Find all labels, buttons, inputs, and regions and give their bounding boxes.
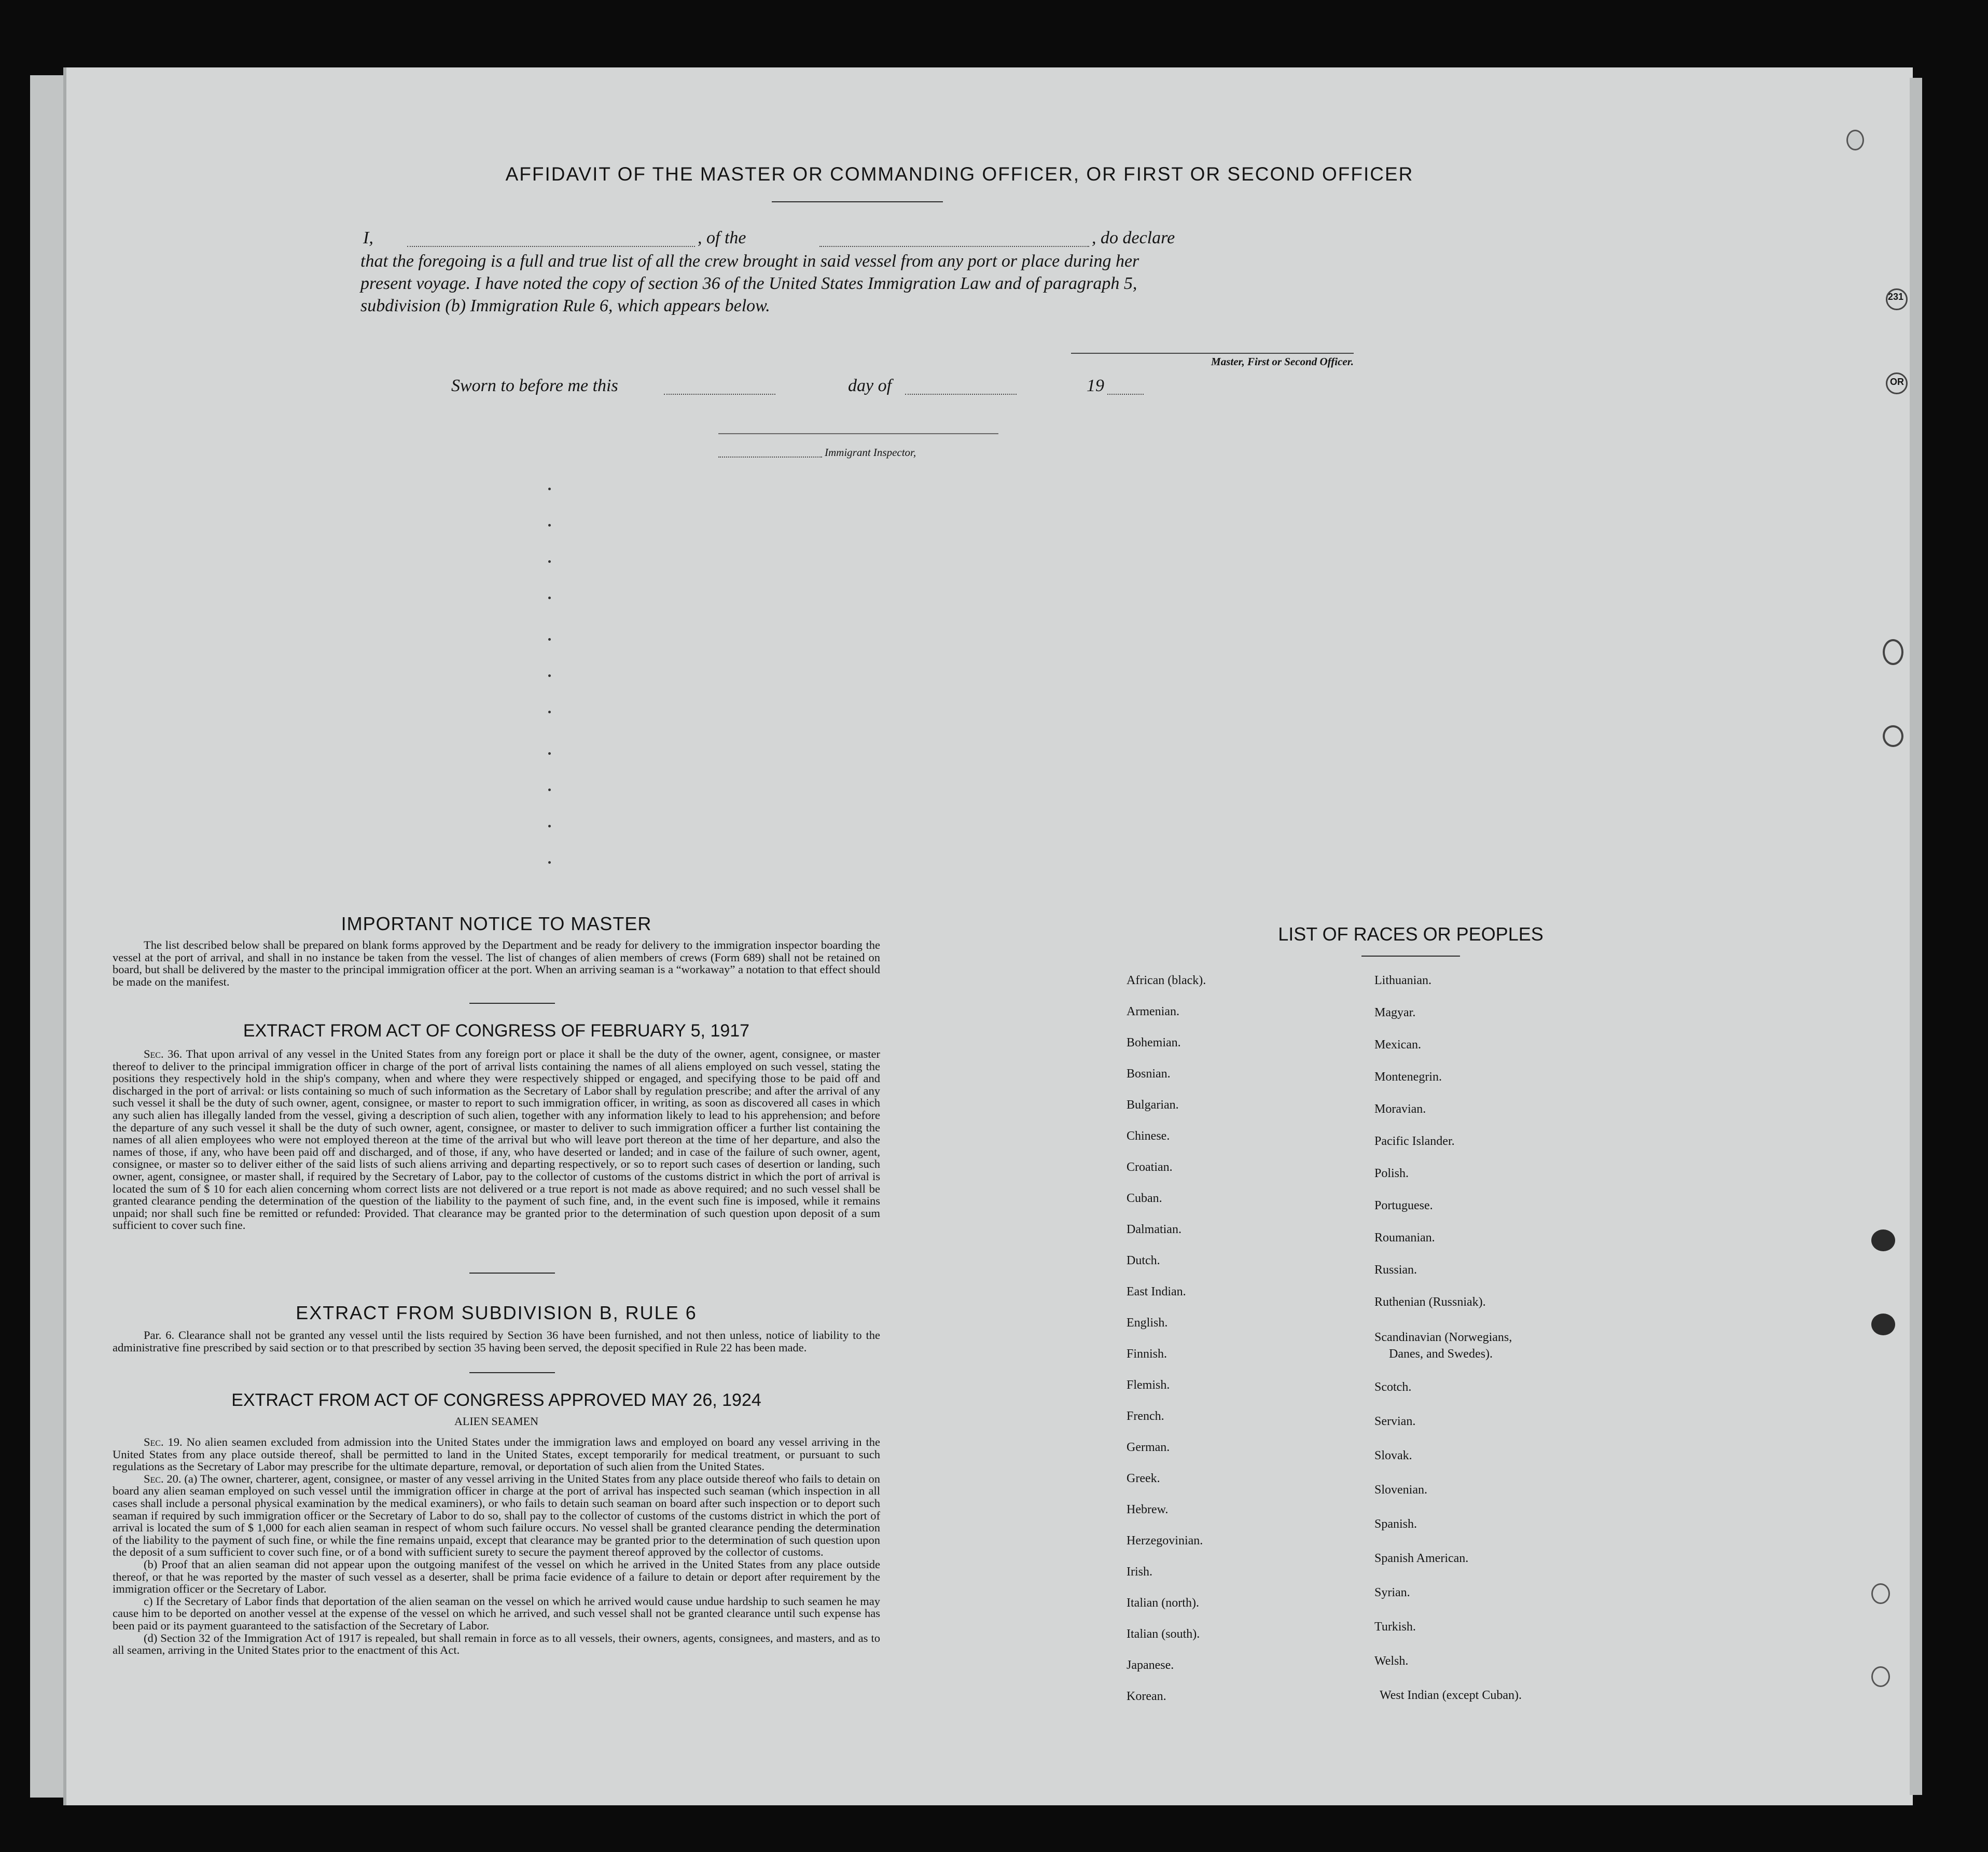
affidavit-line2: that the foregoing is a full and true list of all the crew brought in said vessel from any port or place during her (360, 252, 1139, 271)
race-item: Finnish. (1127, 1347, 1167, 1361)
race-item: French. (1127, 1409, 1164, 1423)
race-item: Pacific Islander. (1374, 1135, 1455, 1148)
notice-title: IMPORTANT NOTICE TO MASTER (341, 913, 652, 934)
affidavit-title: AFFIDAVIT OF THE MASTER OR COMMANDING OFFICER, OR FIRST OR SECOND OFFICER (505, 163, 1414, 185)
race-item: Chinese. (1127, 1129, 1170, 1143)
race-item: Servian. (1374, 1415, 1416, 1428)
inspector-caption: Immigrant Inspector, (825, 446, 916, 459)
race-item: Magyar. (1374, 1006, 1416, 1019)
sworn-line (451, 376, 1146, 399)
race-item: Bulgarian. (1127, 1098, 1179, 1112)
binder-hole (1871, 1314, 1895, 1335)
race-item: Polish. (1374, 1167, 1409, 1180)
race-item: Lithuanian. (1374, 974, 1431, 987)
race-item: Ruthenian (Russniak). (1374, 1295, 1486, 1309)
race-item: Russian. (1374, 1263, 1417, 1277)
race-item: Croatian. (1127, 1160, 1173, 1174)
affidavit-line3: present voyage. I have noted the copy of section 36 of the United States Immigration Law and of paragraph 5, (360, 274, 1137, 293)
race-item: Spanish American. (1374, 1552, 1469, 1565)
race-item: Spanish. (1374, 1517, 1417, 1531)
affidavit-line4: subdivision (b) Immigration Rule 6, which appears below. (360, 296, 770, 315)
margin-mark-or: OR (1890, 377, 1904, 387)
inspector-top-line (718, 433, 998, 434)
day-of-text: day of (848, 376, 892, 395)
affidavit-line1 (363, 228, 1354, 252)
extract-1917-title: EXTRACT FROM ACT OF CONGRESS OF FEBRUARY 5, 1917 (243, 1021, 750, 1041)
affidavit-declare: , do declare (1092, 228, 1175, 247)
binder-hole (1871, 1583, 1890, 1604)
race-item: African (black). (1127, 974, 1206, 987)
affidavit-i: I, (363, 228, 373, 247)
race-item: Herzegovinian. (1127, 1534, 1203, 1547)
race-item: German. (1127, 1441, 1170, 1454)
sworn-text: Sworn to before me this (451, 376, 618, 395)
race-item: Welsh. (1374, 1654, 1409, 1668)
alien-seamen-subtitle: ALIEN SEAMEN (454, 1415, 538, 1428)
race-item: Syrian. (1374, 1586, 1410, 1599)
race-item: Danes, and Swedes). (1389, 1347, 1493, 1361)
subdivision-b-text (113, 1329, 880, 1353)
inspector-signature-blank[interactable] (718, 457, 822, 458)
notice-rule (469, 1003, 555, 1004)
extract-1917-text (113, 1048, 880, 1232)
race-item: Armenian. (1127, 1005, 1179, 1018)
race-item: Italian (north). (1127, 1596, 1199, 1610)
par-6-label: Par. 6. (144, 1329, 175, 1342)
race-item: Mexican. (1374, 1038, 1421, 1052)
page-edge (1910, 78, 1922, 1795)
race-item: Greek. (1127, 1472, 1160, 1485)
sec-19-text: No alien seamen excluded from admission into the United States under the immigration laws and employed on board any vessel arriving in the United States from any place outside thereof, shall be permitted to land in the United States, except temporarily for medical treatment, or pursuant to such regulations as the Secretary of Labor may prescribe for the ultimate departure, removal, or deportation of such alien from the United States. (113, 1435, 880, 1473)
par-6-text: Clearance shall not be granted any vessel until the lists required by Section 36 have been furnished, and not then unless, notice of liability to the administrative fine prescribed by said section or to that prescribed by section 35 having been served, the deposit specified in Rule 22 has been made. (113, 1329, 880, 1354)
month-blank[interactable] (905, 394, 1017, 395)
subdivision-b-rule (469, 1372, 555, 1373)
race-item: Cuban. (1127, 1192, 1162, 1205)
name-blank[interactable] (407, 246, 695, 247)
race-item: West Indian (except Cuban). (1380, 1689, 1522, 1702)
race-item: Bosnian. (1127, 1067, 1171, 1081)
signature-caption: Master, First or Second Officer. (1211, 355, 1354, 368)
extract-1924-text (113, 1436, 880, 1656)
affidavit-title-rule (772, 201, 943, 202)
subdivision-b-title: EXTRACT FROM SUBDIVISION B, RULE 6 (296, 1302, 697, 1323)
sec-20c-text: c) If the Secretary of Labor finds that deportation of the alien seaman on the vessel on which he arrived would cause undue hardship to such seamen he may cause him to be deported on another vessel at the expense of the vessel on which he arrived, and such vessel shall not be granted clearance until such expense has been paid or its payment guaranteed to the satisfaction of the Secretary of Labor. (113, 1594, 880, 1632)
race-item: East Indian. (1127, 1285, 1186, 1298)
race-item: Portuguese. (1374, 1199, 1433, 1212)
race-item: Scandinavian (Norwegians, (1374, 1331, 1512, 1344)
race-item: Slovenian. (1374, 1483, 1427, 1497)
day-blank[interactable] (664, 394, 775, 395)
race-item: Irish. (1127, 1565, 1152, 1579)
sec-36-label: Sec. 36. (144, 1047, 183, 1060)
vessel-blank[interactable] (819, 246, 1089, 247)
binder-hole (1883, 725, 1903, 747)
race-item: Korean. (1127, 1690, 1166, 1703)
race-item: Turkish. (1374, 1620, 1416, 1634)
race-item: Moravian. (1374, 1102, 1426, 1116)
binder-hole (1886, 288, 1908, 310)
race-item: Dalmatian. (1127, 1223, 1181, 1236)
binding-spine (30, 75, 63, 1798)
binder-hole (1886, 372, 1908, 394)
race-item: Roumanian. (1374, 1231, 1435, 1245)
race-item: Italian (south). (1127, 1627, 1200, 1641)
sec-20b-text: (b) Proof that an alien seaman did not appear upon the outgoing manifest of the vessel on which he arrived in the United States from any place outside thereof, or that he was reported by the master of such vessel as a deserter, shall be prima facie evidence of a failure to detain or deport after requirement by the immigration officer or the Secretary of Labor. (113, 1557, 880, 1596)
margin-mark-231: 231 (1888, 292, 1904, 302)
binder-hole (1846, 130, 1864, 150)
race-item: Scotch. (1374, 1380, 1412, 1394)
sec-20a-text: (a) The owner, charterer, agent, consignee, or master of any vessel arriving in the United States from any place outside thereof who fails to detain on board any alien seaman employed on such vessel until the immigration officer in charge at the port of arrival has inspected such seaman (which inspection in all cases shall include a personal physical examination by the medical examiners), or who fails to detain such seaman on board after such inspection or to deport such seaman if required by such immigration officer or the Secretary of Labor to do so, shall pay to the collector of customs of the customs district in which the port of arrival is located the sum of $ 1,000 for each alien seaman in respect of whom such failure occurs. No vessel shall be granted clearance pending the determination of the liability to the payment of such fine, or while the fine remains unpaid, except that clearance may be granted prior to the determination of such question upon the deposit of a sum sufficient to cover such fine, or of a bond with sufficient surety to secure the payment thereof approved by the collector of customs. (113, 1472, 880, 1559)
race-item: English. (1127, 1316, 1168, 1330)
sec-20-label: Sec. 20. (144, 1472, 182, 1485)
binder-hole (1871, 1229, 1895, 1251)
extract-1924-title: EXTRACT FROM ACT OF CONGRESS APPROVED MAY 26, 1924 (231, 1390, 761, 1410)
race-item: Japanese. (1127, 1658, 1174, 1672)
signature-line[interactable] (1071, 353, 1354, 354)
race-item: Montenegrin. (1374, 1070, 1442, 1084)
extract-1917-rule (469, 1273, 555, 1274)
race-item: Bohemian. (1127, 1036, 1181, 1049)
sec-36-text: That upon arrival of any vessel in the United States from any foreign port or place it shall be the duty of the owner, agent, consignee, or master thereof to deliver to the principal immigration officer in charge of the port of arrival lists containing the names of all aliens employed on such vessel, stating the positions they respectively hold in the ship's company, when and where they were respectively shipped or engaged, and specifying those to be paid off and discharged in the port of arrival: or lists containing so much of such information as the Secretary of Labor shall by regulation prescribe; and after the arrival of any such vessel it shall be the duty of such owner, agent, consignee, or master to report to such immigration officer, in writing, as soon as discovered all cases in which any such alien has illegally landed from the vessel, giving a description of such alien, together with any information likely to lead to his apprehension; and before the departure of any such vessel it shall be the duty of such owner, agent, consignee, or master to deliver to such immigration officer a further list containing the names of all alien employees who were not employed thereon at the time of the arrival but who will leave port thereon at the time of her departure, and also the names of those, if any, who have been paid off and discharged, and of those, if any, who have deserted or landed; and in case of the failure of such owner, agent, consignee, or master so to deliver either of the said lists of such aliens arriving and departing respectively, or so to report such cases of desertion or landing, such owner, agent, consignee, or master shall, if required by the Secretary of Labor, pay to the collector of customs of the customs district in which the port of arrival is located the sum of $ 10 for each alien concerning whom correct lists are not delivered or a true report is not made as above required; and no such vessel shall be granted clearance pending the determination of the question of the liability to the payment of such fine, and, in the event such fine is imposed, while it remains unpaid; nor shall such fine be remitted or refunded: Provided. That clearance may be granted prior to the determination of such question upon deposit of a sum sufficient to cover such fine. (113, 1047, 881, 1232)
races-title-rule (1361, 956, 1460, 957)
race-item: Hebrew. (1127, 1503, 1169, 1516)
race-item: Slovak. (1374, 1449, 1412, 1462)
races-title: LIST OF RACES OR PEOPLES (1278, 923, 1544, 945)
notice-text (113, 939, 880, 988)
year-blank[interactable] (1107, 394, 1144, 395)
notice-paragraph: The list described below shall be prepared on blank forms approved by the Department and be ready for delivery to the immigration inspector boarding the vessel at the port of arrival, and shall in no instance be taken from the vessel. The list of changes of alien members of crews (Form 689) shall not be retained on board, but shall be delivered by the master to the principal immigration officer at the port. When an arriving seaman is a “workaway” a notation to that effect should be made on the manifest. (113, 938, 880, 988)
sec-19-label: Sec. 19. (144, 1435, 183, 1448)
race-item: Flemish. (1127, 1378, 1170, 1392)
race-item: Dutch. (1127, 1254, 1160, 1267)
year-prefix: 19 (1087, 376, 1104, 395)
binder-hole (1883, 639, 1903, 665)
binder-hole (1871, 1666, 1890, 1687)
sec-20d-text: (d) Section 32 of the Immigration Act of 1917 is repealed, but shall remain in force as to all vessels, their owners, agents, consignees, and masters, and as to all seamen, arriving in the United States prior to the enactment of this Act. (113, 1631, 880, 1657)
affidavit-of-the: , of the (698, 228, 746, 247)
